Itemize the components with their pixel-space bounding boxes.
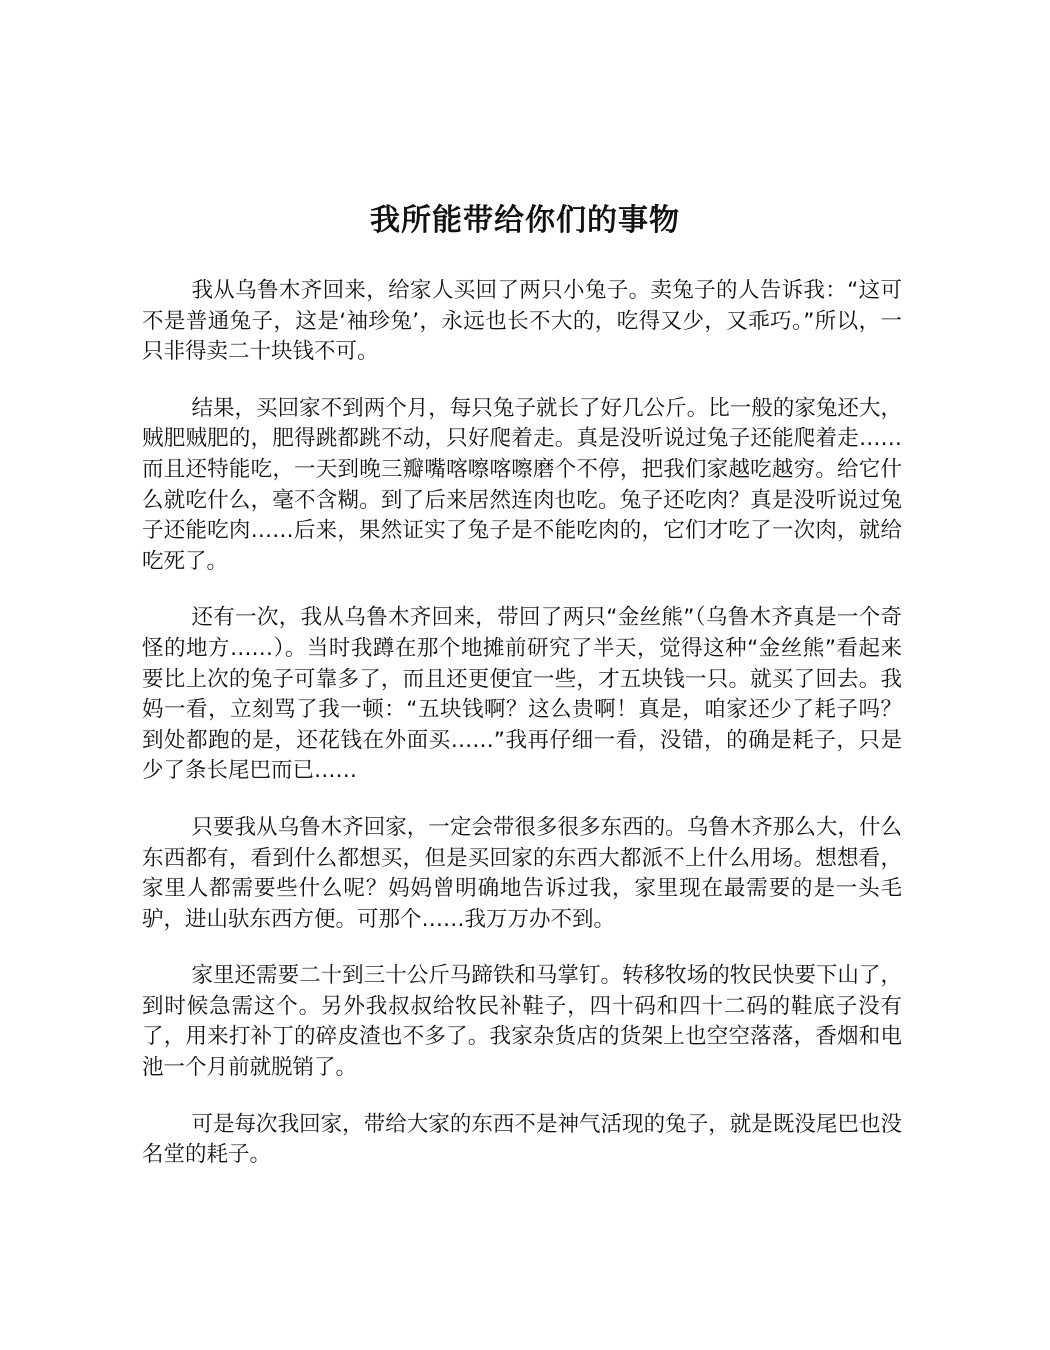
paragraph-1: 我从乌鲁木齐回来，给家人买回了两只小兔子。卖兔子的人告诉我：“这可不是普通兔子，这是‘袖珍兔’，永远也长不大的，吃得又少，又乖巧。”所以，一只非得卖二十块钱不可。 [142,278,902,365]
paragraph-5: 家里还需要二十到三十公斤马蹄铁和马掌钉。转移牧场的牧民快要下山了，到时候急需这个。另外我叔叔给牧民补鞋子，四十码和四十二码的鞋底子没有了，用来打补丁的碎皮渣也不多了。我家杂货店的货架上也空空落落，香烟和电池一个月前就脱销了。 [142,963,902,1081]
paragraph-3: 还有一次，我从乌鲁木齐回来，带回了两只“金丝熊”（乌鲁木齐真是一个奇怪的地方……）。当时我蹲在那个地摊前研究了半天，觉得这种“金丝熊”看起来要比上次的兔子可靠多了，而且还更便宜一些，才五块钱一只。就买了回去。我妈一看，立刻骂了我一顿：“五块钱啊？这么贵啊！真是，咱家还少了耗子吗？到处都跑的是，还花钱在外面买……”我再仔细一看，没错，的确是耗子，只是少了条长尾巴而已…… [142,605,902,784]
document-title: 我所能带给你们的事物 [370,203,680,238]
paragraph-4: 只要我从乌鲁木齐回家，一定会带很多很多东西的。乌鲁木齐那么大，什么东西都有，看到什么都想买，但是买回家的东西大都派不上什么用场。想想看，家里人都需要些什么呢？妈妈曾明确地告诉过我，家里现在最需要的是一头毛驴，进山驮东西方便。可那个……我万万办不到。 [142,814,902,932]
paragraph-6: 可是每次我回家，带给大家的东西不是神气活现的兔子，就是既没尾巴也没名堂的耗子。 [142,1111,902,1168]
paragraph-2: 结果，买回家不到两个月，每只兔子就长了好几公斤。比一般的家兔还大，贼肥贼肥的，肥得跳都跳不动，只好爬着走。真是没听说过兔子还能爬着走……而且还特能吃，一天到晚三瓣嘴喀嚓喀嚓磨个不停，把我们家越吃越穷。给它什么就吃什么，毫不含糊。到了后来居然连肉也吃。兔子还吃肉？真是没听说过兔子还能吃肉……后来，果然证实了兔子是不能吃肉的，它们才吃了一次肉，就给吃死了。 [142,395,902,574]
document-body [142,276,902,1197]
